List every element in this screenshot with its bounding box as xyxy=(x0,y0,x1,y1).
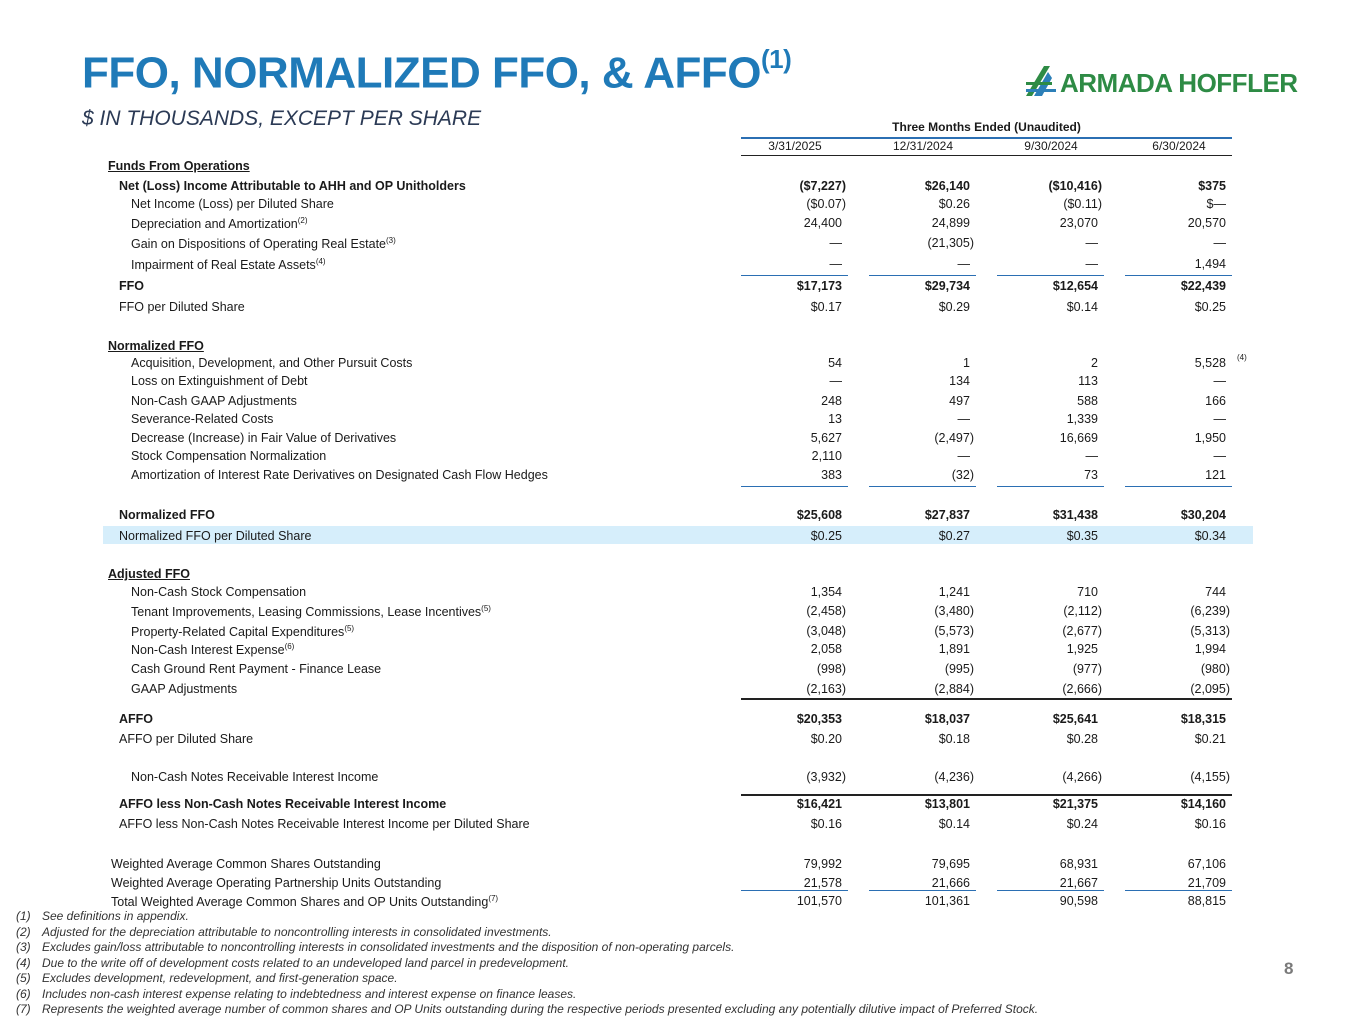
row-label xyxy=(108,159,250,173)
row-label-text: AFFO less Non-Cash Notes Receivable Interest Income per Diluted Share xyxy=(119,817,530,831)
cell-value: (21,305) xyxy=(927,236,974,250)
cell-value: $0.21 xyxy=(1194,732,1226,746)
side-footnote-ref: (4) xyxy=(1237,353,1247,362)
row-severance-costs xyxy=(0,412,1365,430)
cell-value: 1,950 xyxy=(1194,431,1226,445)
row-adjusted-ffo-section xyxy=(0,567,1365,585)
footnote-ref: (7) xyxy=(488,894,499,903)
weighted-avg-rule xyxy=(997,890,1104,891)
footnote-number: (3) xyxy=(16,940,31,954)
footnote-text: Includes non-cash interest expense relating to indebtedness and interest expense on finance leases. xyxy=(42,986,577,1001)
cell-value: 79,992 xyxy=(803,857,842,871)
cell-value: 497 xyxy=(949,394,970,408)
cell-value: (2,095) xyxy=(1190,682,1230,696)
cell-value: 20,570 xyxy=(1187,216,1226,230)
cell-value: 166 xyxy=(1205,394,1226,408)
cell-value: $0.17 xyxy=(810,300,842,314)
row-label xyxy=(119,300,245,314)
logo-wordmark: ARMADA HOFFLER xyxy=(1060,68,1298,98)
row-depreciation-amortization xyxy=(0,216,1365,234)
cell-value: 5,627 xyxy=(810,431,842,445)
cell-value: — xyxy=(1213,374,1226,388)
row-normalized-ffo-per-share xyxy=(0,529,1365,547)
cell-value: ($10,416) xyxy=(1048,179,1102,193)
cell-value: $26,140 xyxy=(924,179,970,193)
footnote-5 xyxy=(16,971,398,985)
footnote-text: Adjusted for the depreciation attributable to noncontrolling interests in consolidated investments. xyxy=(42,924,552,939)
cell-value: $17,173 xyxy=(796,279,842,293)
row-label xyxy=(131,374,308,388)
cell-value: 588 xyxy=(1077,394,1098,408)
cell-value: 79,695 xyxy=(931,857,970,871)
cell-value: $20,353 xyxy=(796,712,842,726)
row-label-text: Normalized FFO xyxy=(119,508,215,522)
cell-value: (3,480) xyxy=(934,604,974,618)
cell-value: 101,570 xyxy=(796,894,842,908)
affo-less-notes-rule xyxy=(997,794,1125,796)
cell-value: — xyxy=(1085,257,1098,271)
cell-value: $22,439 xyxy=(1180,279,1226,293)
row-label xyxy=(131,624,354,639)
row-label xyxy=(131,468,548,482)
footnote-number: (7) xyxy=(16,1002,31,1016)
company-logo xyxy=(1024,62,1299,102)
cell-value: 113 xyxy=(1078,374,1098,388)
footnote-text: Due to the write off of development costs related to an undeveloped land parcel in predevelopment. xyxy=(42,955,569,970)
row-total-weighted-avg-shares xyxy=(0,894,1365,912)
cell-value: — xyxy=(957,449,970,463)
row-label-text: Property-Related Capital Expenditures xyxy=(131,625,345,640)
normalized-ffo-subtotal-rule xyxy=(741,486,848,487)
row-funds-from-operations xyxy=(0,159,1365,177)
row-label xyxy=(131,394,297,408)
cell-value: $0.28 xyxy=(1066,732,1098,746)
row-affo-per-share xyxy=(0,732,1365,750)
row-label-text: Acquisition, Development, and Other Pursuit Costs xyxy=(131,356,413,370)
cell-value: — xyxy=(1085,236,1098,250)
row-label-text: Total Weighted Average Common Shares and OP Units Outstanding xyxy=(111,895,489,910)
row-ffo-per-share xyxy=(0,300,1365,318)
row-non-cash-interest-expense xyxy=(0,642,1365,660)
row-label xyxy=(111,894,498,909)
row-label-text: Severance-Related Costs xyxy=(131,412,274,426)
ffo-subtotal-rule xyxy=(1125,275,1232,276)
cell-value: 2,110 xyxy=(811,449,842,463)
row-label-text: AFFO xyxy=(119,712,154,726)
row-normalized-ffo-total xyxy=(0,508,1365,526)
row-label-text: Gain on Dispositions of Operating Real Estate xyxy=(131,237,386,252)
footnote-number: (5) xyxy=(16,971,31,985)
cell-value: (4,236) xyxy=(934,770,974,784)
row-label-text: Non-Cash Interest Expense xyxy=(131,643,285,658)
cell-value: (5,313) xyxy=(1190,624,1230,638)
row-label xyxy=(119,712,153,726)
ffo-subtotal-rule xyxy=(997,275,1104,276)
cell-value: 101,361 xyxy=(924,894,970,908)
cell-value: 21,666 xyxy=(931,876,970,890)
row-label-text: Normalized FFO xyxy=(108,339,204,353)
cell-value: $18,037 xyxy=(924,712,970,726)
affo-less-notes-rule xyxy=(1125,794,1232,796)
row-net-income-per-share xyxy=(0,197,1365,215)
row-label xyxy=(131,216,308,231)
page-title: FFO, NORMALIZED FFO, & AFFO$^{(1)}$ xyxy=(82,44,792,98)
cell-value: — xyxy=(957,412,970,426)
row-label-text: Non-Cash Stock Compensation xyxy=(131,585,307,599)
row-non-cash-gaap-adjustments xyxy=(0,394,1365,412)
cell-value: (4,155) xyxy=(1190,770,1230,784)
page-subtitle: $ IN THOUSANDS, EXCEPT PER SHARE xyxy=(82,107,482,130)
ffo-subtotal-rule xyxy=(741,275,848,276)
row-label xyxy=(131,662,381,676)
row-label-text: Adjusted FFO xyxy=(108,567,190,581)
affo-subtotal-rule xyxy=(741,698,869,700)
cell-value: 1,354 xyxy=(810,585,842,599)
cell-value: 67,106 xyxy=(1187,857,1226,871)
cell-value: $375 xyxy=(1198,179,1226,193)
footnote-number: (6) xyxy=(16,986,31,1001)
cell-value: $13,801 xyxy=(924,797,970,811)
row-affo-total xyxy=(0,712,1365,730)
cell-value: 68,931 xyxy=(1059,857,1098,871)
footnote-number: (4) xyxy=(16,955,31,970)
cell-value: ($7,227) xyxy=(799,179,846,193)
row-label xyxy=(131,236,396,251)
row-label-text: AFFO per Diluted Share xyxy=(119,732,254,746)
page-number: 8 xyxy=(1284,959,1294,978)
cell-value: 1,925 xyxy=(1066,642,1098,656)
normalized-ffo-subtotal-rule xyxy=(1125,486,1232,487)
row-label xyxy=(119,508,215,522)
footnote-7 xyxy=(16,1002,1038,1016)
cell-value: (2,884) xyxy=(934,682,974,696)
row-label-text: Net (Loss) Income Attributable to AHH and OP Unitholders xyxy=(119,179,466,193)
cell-value: 1,241 xyxy=(938,585,970,599)
row-label xyxy=(108,567,190,581)
cell-value: (977) xyxy=(1072,662,1102,676)
cell-value: (32) xyxy=(951,468,974,482)
cell-value: $0.18 xyxy=(938,732,970,746)
row-label xyxy=(131,770,378,784)
cell-value: $0.14 xyxy=(938,817,970,831)
cell-value: $18,315 xyxy=(1180,712,1226,726)
row-label-text: Tenant Improvements, Leasing Commissions, Lease Incentives xyxy=(131,605,482,620)
row-label-text: GAAP Adjustments xyxy=(131,682,238,696)
cell-value: $25,641 xyxy=(1052,712,1098,726)
footnote-6 xyxy=(16,987,576,1001)
cell-value: $27,837 xyxy=(924,508,970,522)
cell-value: 2,058 xyxy=(810,642,842,656)
row-label xyxy=(131,356,412,370)
cell-value: 744 xyxy=(1205,585,1226,599)
cell-value: $0.25 xyxy=(1194,300,1226,314)
row-label xyxy=(111,876,441,890)
cell-value: (2,163) xyxy=(806,682,846,696)
cell-value: $30,204 xyxy=(1180,508,1226,522)
cell-value: 5,528 xyxy=(1194,356,1226,370)
cell-value: $0.26 xyxy=(938,197,970,211)
cell-value: 13 xyxy=(828,412,842,426)
footnote-ref: (5) xyxy=(481,604,491,613)
row-tenant-improvements xyxy=(0,604,1365,622)
row-affo-less-notes-per-share xyxy=(0,817,1365,835)
cell-value: — xyxy=(1213,412,1226,426)
cell-value: $16,421 xyxy=(796,797,842,811)
row-label xyxy=(131,412,273,426)
row-label-text: Non-Cash GAAP Adjustments xyxy=(131,394,297,408)
row-label xyxy=(131,449,326,463)
cell-value: $0.14 xyxy=(1066,300,1098,314)
cell-value: $0.34 xyxy=(1194,529,1226,543)
row-label-text: Depreciation and Amortization xyxy=(131,217,298,232)
row-label xyxy=(131,585,306,599)
footnote-ref: (4) xyxy=(315,257,326,266)
affo-subtotal-rule xyxy=(869,698,997,700)
footnote-number: (2) xyxy=(16,924,31,939)
row-ffo-total xyxy=(0,279,1365,297)
cell-value: $0.20 xyxy=(810,732,842,746)
cell-value: $0.29 xyxy=(938,300,970,314)
cell-value: — xyxy=(1213,449,1226,463)
cell-value: $0.35 xyxy=(1066,529,1098,543)
cell-value: 16,669 xyxy=(1059,431,1098,445)
cell-value: 21,578 xyxy=(803,876,842,890)
footnote-ref: (3) xyxy=(386,236,396,245)
cell-value: $0.25 xyxy=(810,529,842,543)
cell-value: — xyxy=(829,374,842,388)
table-period-header: Three Months Ended (Unaudited) xyxy=(892,120,1081,134)
row-label-text: AFFO less Non-Cash Notes Receivable Interest Income xyxy=(119,797,447,811)
row-weighted-avg-op-units xyxy=(0,876,1365,894)
row-label xyxy=(131,604,491,619)
row-label-text: Impairment of Real Estate Assets xyxy=(131,258,316,273)
cell-value: ($0.07) xyxy=(806,197,846,211)
row-label-text: Weighted Average Operating Partnership Units Outstanding xyxy=(111,876,442,890)
row-label-text: FFO per Diluted Share xyxy=(119,300,245,314)
cell-value: 88,815 xyxy=(1187,894,1226,908)
column-header-q1-2025: 3/31/2025 xyxy=(768,139,822,153)
row-label-text: Loss on Extinguishment of Debt xyxy=(131,374,308,388)
cell-value: 1,494 xyxy=(1194,257,1226,271)
cell-value: (2,112) xyxy=(1063,604,1102,618)
footnote-2 xyxy=(16,925,552,939)
row-label xyxy=(131,682,237,696)
cell-value: — xyxy=(957,257,970,271)
column-header-q3-2024: 9/30/2024 xyxy=(1024,139,1078,153)
cell-value: 1 xyxy=(963,356,970,370)
affo-subtotal-rule xyxy=(1125,698,1232,700)
cell-value: (995) xyxy=(944,662,974,676)
row-fair-value-derivatives xyxy=(0,431,1365,449)
row-acquisition-pursuit-costs xyxy=(0,356,1365,374)
footnote-1 xyxy=(16,909,189,923)
footnote-text: Represents the weighted average number of common shares and OP Units outstanding during the respective periods presented excluding any potentially dilutive impact of Preferred Stock. xyxy=(42,1002,1039,1016)
footnote-number: (1) xyxy=(16,909,31,923)
cell-value: 134 xyxy=(949,374,970,388)
cell-value: (2,666) xyxy=(1062,682,1102,696)
cell-value: 23,070 xyxy=(1059,216,1098,230)
row-label xyxy=(119,797,446,811)
cell-value: (3,048) xyxy=(806,624,846,638)
title-footnote-ref: (1) xyxy=(761,44,792,74)
ffo-subtotal-rule xyxy=(869,275,976,276)
row-stock-comp-normalization xyxy=(0,449,1365,467)
row-label-text: Stock Compensation Normalization xyxy=(131,449,327,463)
cell-value: $0.16 xyxy=(810,817,842,831)
cell-value: 1,339 xyxy=(1066,412,1098,426)
row-label-text: Amortization of Interest Rate Derivatives on Designated Cash Flow Hedges xyxy=(131,468,548,482)
row-label-text: FFO xyxy=(119,279,144,293)
row-label xyxy=(131,642,294,657)
cell-value: $25,608 xyxy=(796,508,842,522)
footnote-3 xyxy=(16,940,734,954)
row-label-text: Funds From Operations xyxy=(108,159,250,173)
footnote-ref: (6) xyxy=(284,642,295,651)
cell-value: (998) xyxy=(816,662,846,676)
row-label xyxy=(111,857,381,871)
normalized-ffo-subtotal-rule xyxy=(869,486,976,487)
cell-value: 21,709 xyxy=(1187,876,1226,890)
row-weighted-avg-common-shares xyxy=(0,857,1365,875)
row-net-income-attributable xyxy=(0,179,1365,197)
cell-value: (5,573) xyxy=(934,624,974,638)
row-impairment-real-estate xyxy=(0,257,1365,275)
row-label xyxy=(131,197,334,211)
footnote-text: Excludes gain/loss attributable to noncontrolling interests in consolidated investments and the disposition of non-operating parcels. xyxy=(42,940,735,954)
cell-value: (2,458) xyxy=(806,604,846,618)
row-label-text: Net Income (Loss) per Diluted Share xyxy=(131,197,334,211)
row-label xyxy=(119,179,466,193)
cell-value: $29,734 xyxy=(924,279,970,293)
cell-value: $12,654 xyxy=(1052,279,1098,293)
cell-value: $31,438 xyxy=(1052,508,1098,522)
column-header-rule xyxy=(741,155,1232,156)
row-label xyxy=(119,732,253,746)
cell-value: 90,598 xyxy=(1059,894,1098,908)
cell-value: ($0.11) xyxy=(1063,197,1102,211)
row-label xyxy=(119,279,144,293)
cell-value: — xyxy=(1085,449,1098,463)
footnote-text: See definitions in appendix. xyxy=(42,909,189,923)
cell-value: 73 xyxy=(1084,468,1098,482)
row-gain-on-dispositions xyxy=(0,236,1365,254)
affo-less-notes-rule xyxy=(869,794,997,796)
row-property-capex xyxy=(0,624,1365,642)
row-label xyxy=(131,257,326,272)
footnote-4 xyxy=(16,956,569,970)
cell-value: (2,497) xyxy=(934,431,974,445)
weighted-avg-rule xyxy=(1125,890,1232,891)
weighted-avg-rule xyxy=(741,890,848,891)
row-label xyxy=(119,817,530,831)
column-header-q2-2024: 6/30/2024 xyxy=(1152,139,1206,153)
cell-value: — xyxy=(829,257,842,271)
cell-value: — xyxy=(829,236,842,250)
logo-mark-icon xyxy=(1024,64,1060,98)
cell-value: $14,160 xyxy=(1180,797,1226,811)
row-label xyxy=(108,339,204,353)
row-normalized-ffo-section xyxy=(0,339,1365,357)
cell-value: (4,266) xyxy=(1062,770,1102,784)
row-label-text: Normalized FFO per Diluted Share xyxy=(119,529,312,543)
row-cash-ground-rent xyxy=(0,662,1365,680)
cell-value: 1,994 xyxy=(1194,642,1226,656)
column-header-q4-2024: 12/31/2024 xyxy=(892,139,954,153)
row-label xyxy=(119,529,311,543)
row-non-cash-stock-comp xyxy=(0,585,1365,603)
row-label xyxy=(131,431,396,445)
cell-value: $— xyxy=(1206,197,1226,211)
normalized-ffo-subtotal-rule xyxy=(997,486,1104,487)
cell-value: (3,932) xyxy=(806,770,846,784)
cell-value: $21,375 xyxy=(1052,797,1098,811)
footnote-ref: (5) xyxy=(344,624,355,633)
cell-value: (980) xyxy=(1200,662,1230,676)
cell-value: 248 xyxy=(821,394,842,408)
affo-subtotal-rule xyxy=(997,698,1125,700)
row-amortization-interest-rate-derivatives xyxy=(0,468,1365,486)
cell-value: 24,899 xyxy=(931,216,970,230)
cell-value: $0.24 xyxy=(1066,817,1098,831)
row-label-text: Cash Ground Rent Payment - Finance Lease xyxy=(131,662,382,676)
cell-value: (6,239) xyxy=(1190,604,1230,618)
cell-value: 710 xyxy=(1077,585,1098,599)
cell-value: 21,667 xyxy=(1059,876,1098,890)
cell-value: $0.16 xyxy=(1194,817,1226,831)
footnote-text: Excludes development, redevelopment, and first-generation space. xyxy=(42,971,398,985)
cell-value: 121 xyxy=(1205,468,1226,482)
cell-value: (2,677) xyxy=(1062,624,1102,638)
row-label-text: Weighted Average Common Shares Outstanding xyxy=(111,857,381,871)
row-label-text: Decrease (Increase) in Fair Value of Derivatives xyxy=(131,431,397,445)
cell-value: 383 xyxy=(821,468,842,482)
cell-value: 2 xyxy=(1091,356,1098,370)
cell-value: $0.27 xyxy=(938,529,970,543)
cell-value: 1,891 xyxy=(938,642,970,656)
cell-value: — xyxy=(1213,236,1226,250)
affo-less-notes-rule xyxy=(741,794,869,796)
row-loss-extinguishment-debt xyxy=(0,374,1365,392)
weighted-avg-rule xyxy=(869,890,976,891)
cell-value: 54 xyxy=(828,356,842,370)
footnote-ref: (2) xyxy=(297,216,308,225)
row-affo-less-notes-total xyxy=(0,797,1365,815)
cell-value: 24,400 xyxy=(803,216,842,230)
row-non-cash-notes-interest xyxy=(0,770,1365,788)
row-label-text: Non-Cash Notes Receivable Interest Income xyxy=(131,770,379,784)
